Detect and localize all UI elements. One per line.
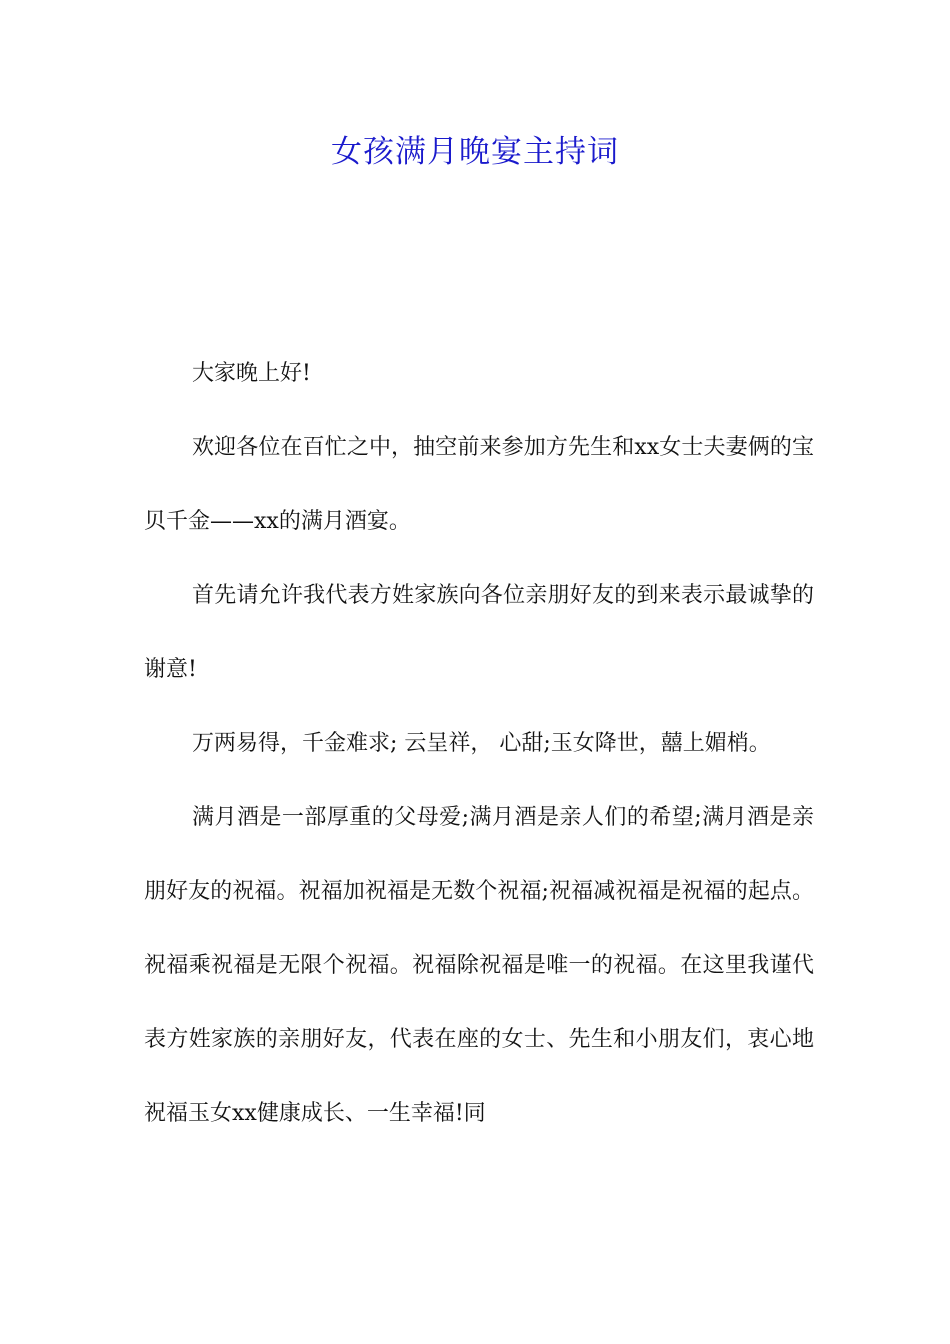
paragraph-welcome: 欢迎各位在百忙之中，抽空前来参加方先生和xx女士夫妻俩的宝贝千金——xx的满月酒宴。 (144, 435, 814, 534)
paragraph-verse: 万两易得，千金难求; 云呈祥， 心甜;玉女降世，囍上媚梢。 (192, 731, 771, 756)
document-title: 女孩满月晚宴主持词 (331, 134, 619, 170)
paragraph-blessing: 满月酒是一部厚重的父母爱;满月酒是亲人们的希望;满月酒是亲朋好友的祝福。祝福加祝福是无数个祝福;祝福减祝福是祝福的起点。祝福乘祝福是无限个祝福。祝福除祝福是唯一的祝福。在这里我谨代表方姓家族的亲朋好友，代表在座的女士、先生和小朋友们，衷心地祝福玉女xx健康成长、一生幸福!同 (144, 805, 814, 1126)
paragraph-thanks: 首先请允许我代表方姓家族向各位亲朋好友的到来表示最诚挚的谢意! (144, 583, 814, 682)
document-body (144, 337, 814, 1151)
paragraph-greeting: 大家晚上好! (192, 361, 311, 386)
